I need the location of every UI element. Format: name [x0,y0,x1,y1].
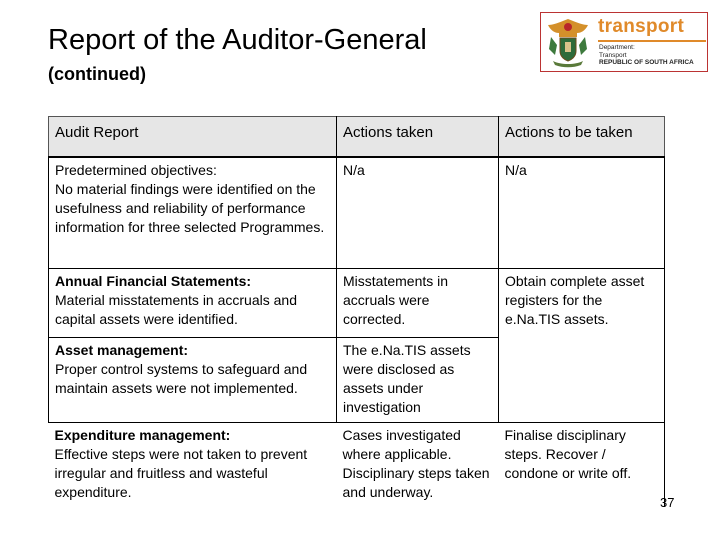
table-header-row [49,117,665,158]
page-title: Report of the Auditor-General [48,24,427,56]
logo-brand-text: transport [598,16,685,37]
audit-report-cell [49,269,337,338]
actions-to-be-taken-cell: Obtain complete asset registers for the e.Na.TIS assets. [499,269,665,338]
column-header-actions-taken: Actions taken [337,117,499,158]
page-subtitle: (continued) [48,64,146,84]
page-number: 37 [660,495,675,510]
actions-taken-cell: Misstatements in accruals were corrected. [337,269,499,338]
finding-heading: Annual Financial Statements: [55,273,252,289]
actions-to-be-taken-cell [499,338,665,423]
department-logo [540,12,708,72]
actions-to-be-taken-cell: N/a [499,157,665,269]
actions-taken-cell: The e.Na.TIS assets were disclosed as assets under investigation [337,338,499,423]
table-row [49,338,665,423]
finding-heading: Expenditure management: [54,427,231,443]
audit-report-cell [49,157,337,269]
table-row [49,423,665,508]
column-header-actions-to-be-taken: Actions to be taken [499,117,665,158]
logo-department-text: Department: Transport REPUBLIC OF SOUTH AFRICA [599,44,694,66]
table-row [49,269,665,338]
finding-heading: Predetermined objectives: [55,162,217,178]
actions-taken-cell: Cases investigated where applicable. Disciplinary steps taken and underway. [342,427,490,500]
finding-body: Effective steps were not taken to prevent irregular and fruitless and wasteful expenditure. [54,446,308,500]
column-header-audit-report: Audit Report [49,117,337,158]
audit-report-cell [49,423,337,508]
table-row [49,157,665,269]
audit-report-cell [49,338,337,423]
finding-body: No material findings were identified on the usefulness and reliability of performance information for three selected Programmes. [55,181,325,235]
logo-divider [598,40,706,42]
actions-to-be-taken-cell: Finalise disciplinary steps. Recover / condone or write off. [499,423,665,508]
finding-heading: Asset management: [55,342,189,358]
audit-table [48,116,665,507]
actions-taken-cell: N/a [337,157,499,269]
finding-body: Material misstatements in accruals and capital assets were identified. [55,292,297,327]
finding-body: Proper control systems to safeguard and maintain assets were not implemented. [55,361,308,396]
coat-of-arms-icon [543,15,593,69]
